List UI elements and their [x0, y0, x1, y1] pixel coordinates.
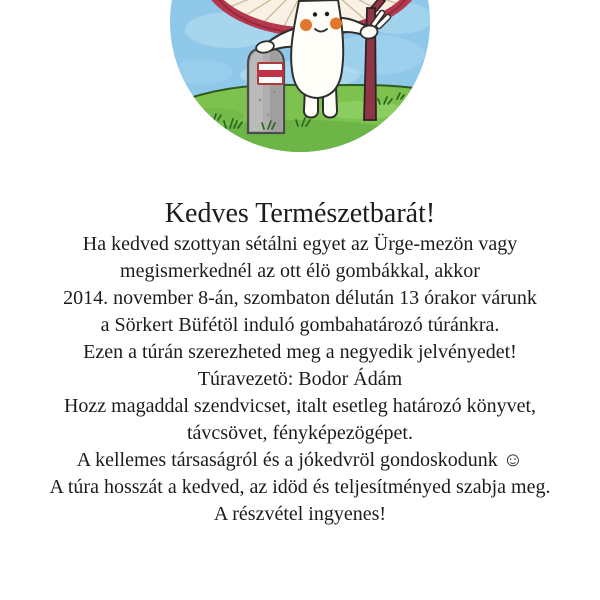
grass-hill	[170, 85, 430, 153]
text-line: Hozz magaddal szendvicset, italt esetleg határozó könyvet,	[63, 395, 537, 417]
text-line: 2014. november 8-án, szombaton délután 13 órakor várunk	[63, 287, 537, 309]
right-eye	[325, 12, 329, 16]
text-line: távcsövet, fényképezögépet.	[186, 422, 413, 444]
left-cheek	[300, 19, 312, 31]
mushroom-hiker-svg	[170, 0, 430, 153]
paragraph-what-to-bring	[10, 393, 590, 447]
text-line: A részvétel ingyenes!	[213, 503, 387, 525]
paragraph-guide	[10, 366, 590, 393]
paragraph-meeting-point	[10, 312, 590, 339]
text-line: megismerkednél az ott élö gombákkal, akkor	[120, 260, 480, 282]
paragraph-closing	[10, 447, 590, 528]
text-line: a Sörkert Büfétöl induló gombahatározó túránkra.	[100, 314, 500, 336]
paragraph-invitation	[10, 231, 590, 312]
mushroom-hiker-illustration	[170, 0, 430, 153]
text-line: Ezen a túrán szerezheted meg a negyedik jelvényedet!	[83, 341, 517, 363]
left-eye	[313, 12, 317, 16]
trail-blaze-marker	[258, 63, 283, 84]
text-line: A túra hosszát a kedved, az idöd és teljesítményed szabja meg.	[49, 476, 551, 498]
paragraph-badge	[10, 339, 590, 366]
right-cheek	[330, 18, 342, 30]
page-title: Kedves Természetbarát!	[164, 198, 436, 229]
text-line: Túravezetö: Bodor Ádám	[197, 368, 403, 390]
text-line: A kellemes társaságról és a jókedvröl gondoskodunk ☺	[76, 449, 524, 471]
trail-marker-stone	[248, 48, 284, 133]
text-line: Ha kedved szottyan sétálni egyet az Ürge-mezön vagy	[82, 233, 518, 255]
